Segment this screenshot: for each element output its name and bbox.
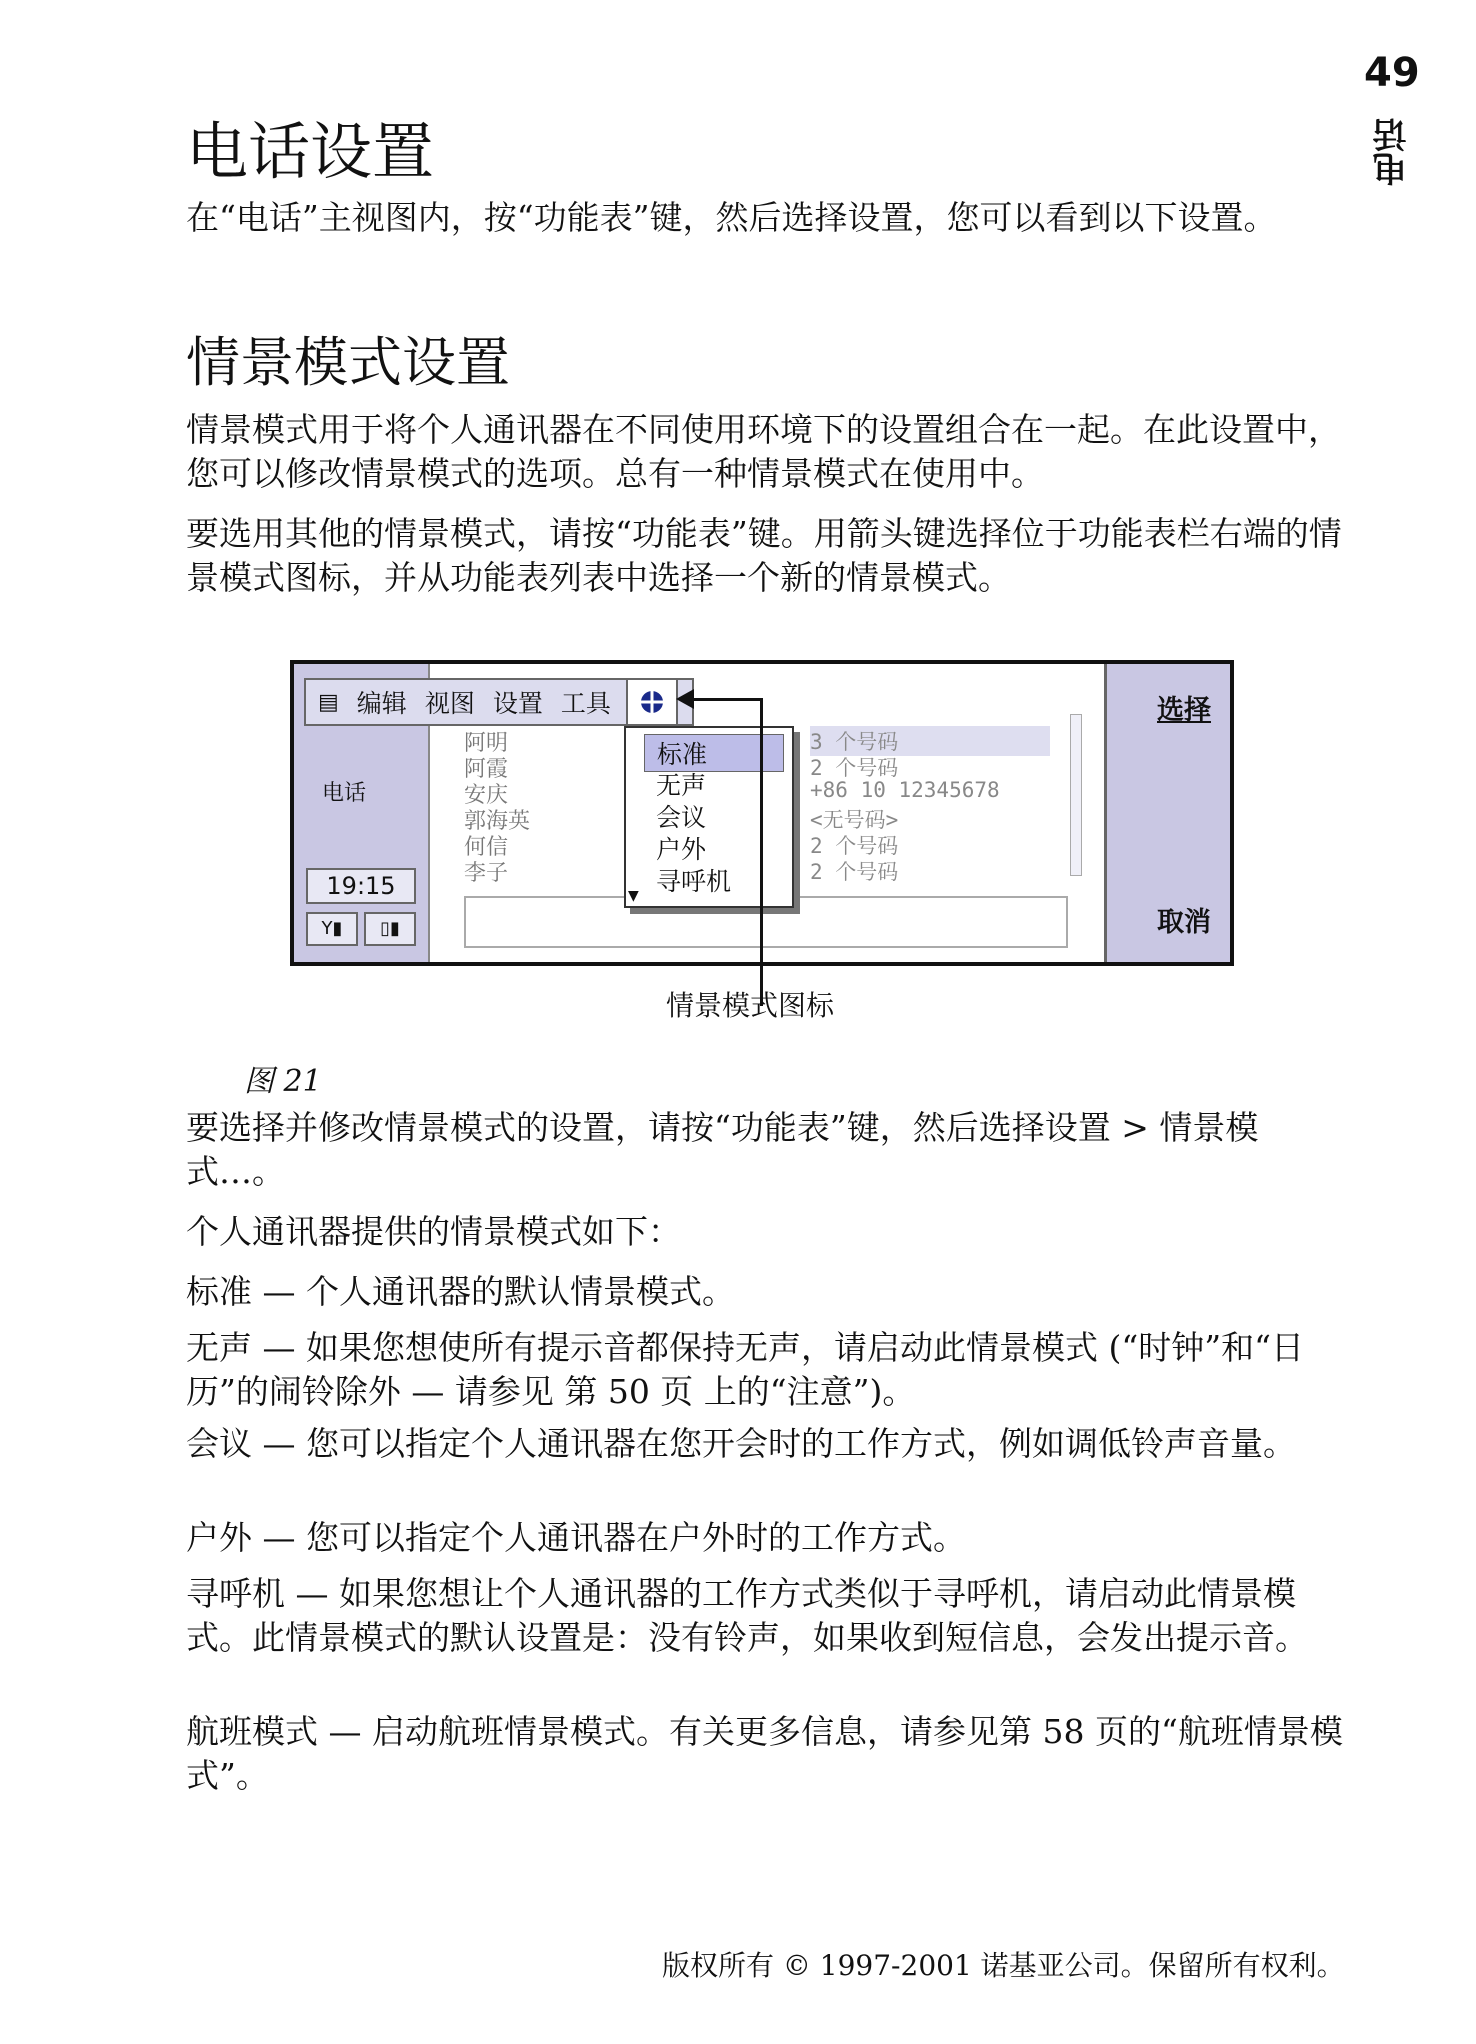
profile-option-outdoor[interactable]: 户外: [656, 835, 707, 864]
scrollbar[interactable]: [1070, 714, 1082, 876]
app-name: 电话: [322, 781, 367, 806]
profile-option-meeting[interactable]: 会议: [656, 803, 707, 832]
callout-arrow-icon: [676, 689, 694, 709]
cancel-button[interactable]: 取消: [1157, 907, 1211, 938]
callout-line-horizontal: [684, 698, 762, 701]
callout-label: 情景模式图标: [666, 989, 835, 1022]
signal-icon: Y▮: [306, 912, 358, 946]
chapter-tab: 电话: [1373, 118, 1413, 186]
profile-option-pager[interactable]: 寻呼机: [656, 867, 732, 896]
profile-description: 无声 — 如果您想使所有提示音都保持无声，请启动此情景模式 (“时钟”和“日历”的闹铃除外 — 请参见 第 50 页 上的“注意”)。: [186, 1328, 1304, 1411]
profile-description: 标准 — 个人通讯器的默认情景模式。: [186, 1272, 735, 1311]
scroll-down-icon: ▼: [628, 888, 639, 904]
intro-paragraph: 在“电话”主视图内，按“功能表”键，然后选择设置，您可以看到以下设置。: [186, 198, 1277, 237]
profile-dropdown: [624, 726, 794, 908]
select-button[interactable]: 选择: [1157, 695, 1211, 726]
number-item: 2 个号码: [810, 860, 899, 884]
profile-description: 会议 — 您可以指定个人通讯器在您开会时的工作方式，例如调低铃声音量。: [186, 1424, 1296, 1463]
page-title: 电话设置: [186, 115, 435, 188]
menu-settings[interactable]: 设置: [492, 689, 543, 718]
profile-description: 户外 — 您可以指定个人通讯器在户外时的工作方式。: [186, 1518, 966, 1557]
paragraph-3: 要选择并修改情景模式的设置，请按“功能表”键，然后选择设置 > 情景模式…。: [186, 1108, 1259, 1191]
page-number: 49: [1364, 50, 1420, 96]
figure-caption: 图 21: [244, 1064, 322, 1099]
battery-icon: ▯▮: [364, 912, 416, 946]
paragraph-2: 要选用其他的情景模式，请按“功能表”键。用箭头键选择位于功能表栏右端的情景模式图标，并从功能表列表中选择一个新的情景模式。: [186, 514, 1342, 597]
clock: 19:15: [306, 868, 416, 904]
profile-option-silent[interactable]: 无声: [656, 771, 707, 800]
contact-item[interactable]: 阿霞: [464, 757, 509, 782]
softkey-pane: [1104, 664, 1233, 962]
number-item: 2 个号码: [810, 834, 899, 858]
contact-item[interactable]: 阿明: [464, 731, 509, 756]
profile-option-standard[interactable]: 标准: [644, 734, 784, 772]
section-title: 情景模式设置: [186, 331, 510, 394]
menu-edit[interactable]: 编辑: [356, 689, 407, 718]
number-item: 3 个号码: [810, 726, 1050, 756]
copyright-footer: 版权所有 © 1997-2001 诺基亚公司。保留所有权利。: [662, 1949, 1345, 1982]
callout-line-vertical: [760, 698, 763, 1006]
contact-item[interactable]: 郭海英: [464, 809, 531, 834]
contact-item[interactable]: 李子: [464, 861, 509, 886]
menu-view[interactable]: 视图: [424, 689, 475, 718]
number-item: +86 10 12345678: [810, 778, 1000, 802]
profile-icon[interactable]: [626, 678, 678, 726]
menu-list-icon[interactable]: ▤: [318, 689, 339, 715]
number-item: 2 个号码: [810, 756, 899, 780]
number-item: <无号码>: [810, 808, 899, 832]
contact-item[interactable]: 安庆: [464, 783, 509, 808]
paragraph-1: 情景模式用于将个人通讯器在不同使用环境下的设置组合在一起。在此设置中，您可以修改情景模式的选项。总有一种情景模式在使用中。: [186, 410, 1341, 493]
paragraph-4: 个人通讯器提供的情景模式如下：: [186, 1212, 681, 1251]
menu-tools[interactable]: 工具: [560, 689, 611, 718]
profile-description: 航班模式 — 启动航班情景模式。有关更多信息，请参见第 58 页的“航班情景模式”。: [186, 1712, 1343, 1795]
profile-description: 寻呼机 — 如果您想让个人通讯器的工作方式类似于寻呼机，请启动此情景模式。此情景模式的默认设置是：没有铃声，如果收到短信息，会发出提示音。: [186, 1574, 1308, 1657]
contact-item[interactable]: 何信: [464, 835, 509, 860]
